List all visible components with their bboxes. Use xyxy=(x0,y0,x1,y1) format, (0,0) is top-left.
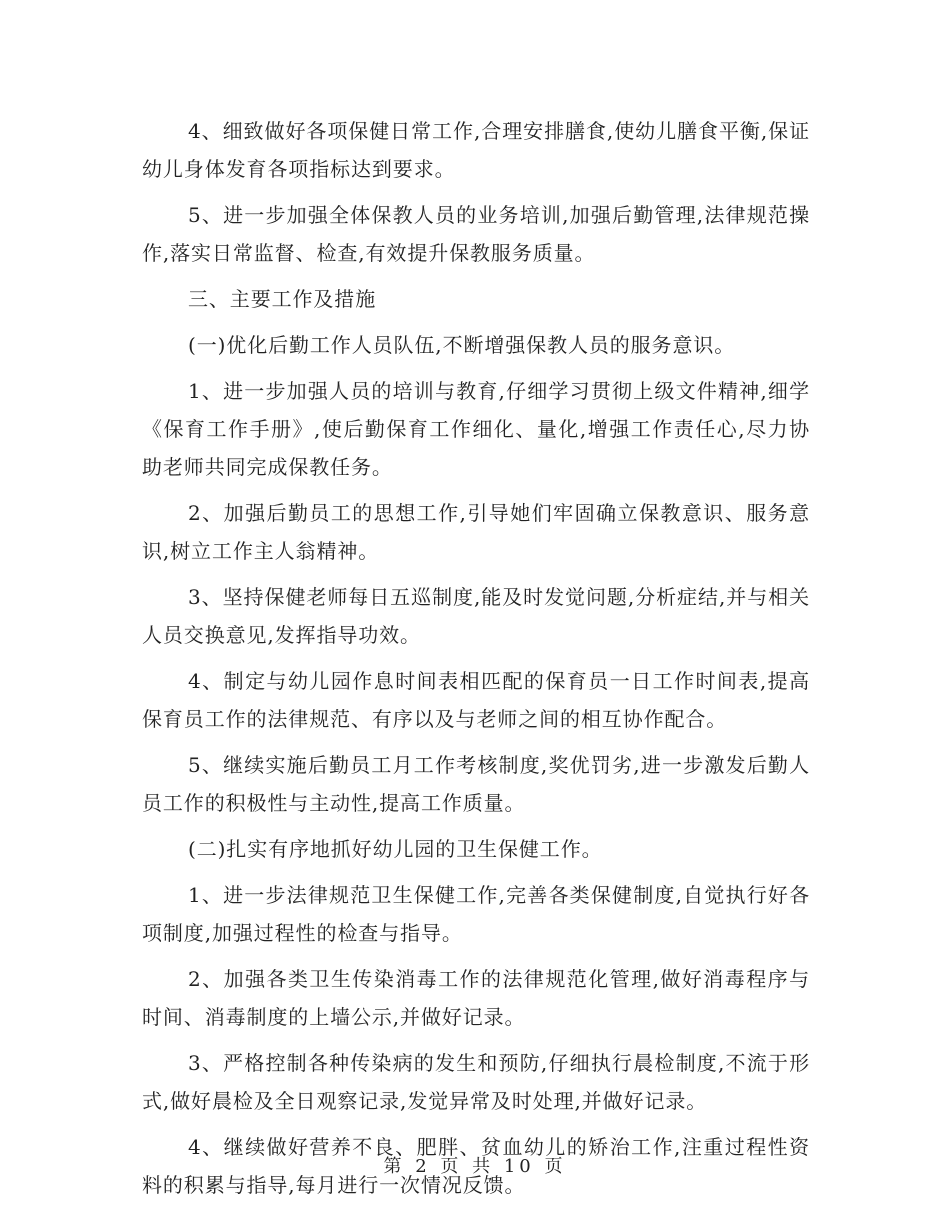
subsection-heading-2: (二)扎实有序地抓好幼儿园的卫生保健工作。 xyxy=(188,837,603,861)
paragraph-10: 3、严格控制各种传染病的发生和预防,仔细执行晨检制度,不流于形式,做好晨检及全日观察记录,发觉异常及时处理,并做好记录。 xyxy=(142,1051,810,1113)
paragraph-8: 1、进一步法律规范卫生保健工作,完善各类保健制度,自觉执行好各项制度,加强过程性的检查与指导。 xyxy=(142,883,810,945)
paragraph-5: 3、坚持保健老师每日五巡制度,能及时发觉问题,分析症结,并与相关人员交换意见,发挥指导功效。 xyxy=(142,585,810,647)
paragraph-7: 5、继续实施后勤员工月工作考核制度,奖优罚劣,进一步激发后勤人员工作的积极性与主动性,提高工作质量。 xyxy=(142,753,810,815)
subsection-heading-1: (一)优化后勤工作人员队伍,不断增强保教人员的服务意识。 xyxy=(188,333,736,357)
paragraph-1: 4、细致做好各项保健日常工作,合理安排膳食,使幼儿膳食平衡,保证幼儿身体发育各项指标达到要求。 xyxy=(142,119,810,181)
paragraph-2: 5、进一步加强全体保教人员的业务培训,加强后勤管理,法律规范操作,落实日常监督、检查,有效提升保教服务质量。 xyxy=(142,203,810,265)
paragraph-3: 1、进一步加强人员的培训与教育,仔细学习贯彻上级文件精神,细学《保育工作手册》,使后勤保育工作细化、量化,增强工作责任心,尽力协助老师共同完成保教任务。 xyxy=(142,379,810,479)
page-number-footer: 第 2 页 共 10 页 xyxy=(383,1156,567,1177)
paragraph-4: 2、加强后勤员工的思想工作,引导她们牢固确立保教意识、服务意识,树立工作主人翁精神。 xyxy=(142,501,810,563)
paragraph-9: 2、加强各类卫生传染消毒工作的法律规范化管理,做好消毒程序与时间、消毒制度的上墙公示,并做好记录。 xyxy=(142,967,810,1029)
paragraph-6: 4、制定与幼儿园作息时间表相匹配的保育员一日工作时间表,提高保育员工作的法律规范、有序以及与老师之间的相互协作配合。 xyxy=(142,669,810,731)
section-heading: 三、主要工作及措施 xyxy=(188,287,377,311)
paragraph-11: 4、继续做好营养不良、肥胖、贫血幼儿的矫治工作,注重过程性资料的积累与指导,每月进行一次情况反馈。 xyxy=(142,1135,810,1197)
document-body xyxy=(142,112,810,1212)
